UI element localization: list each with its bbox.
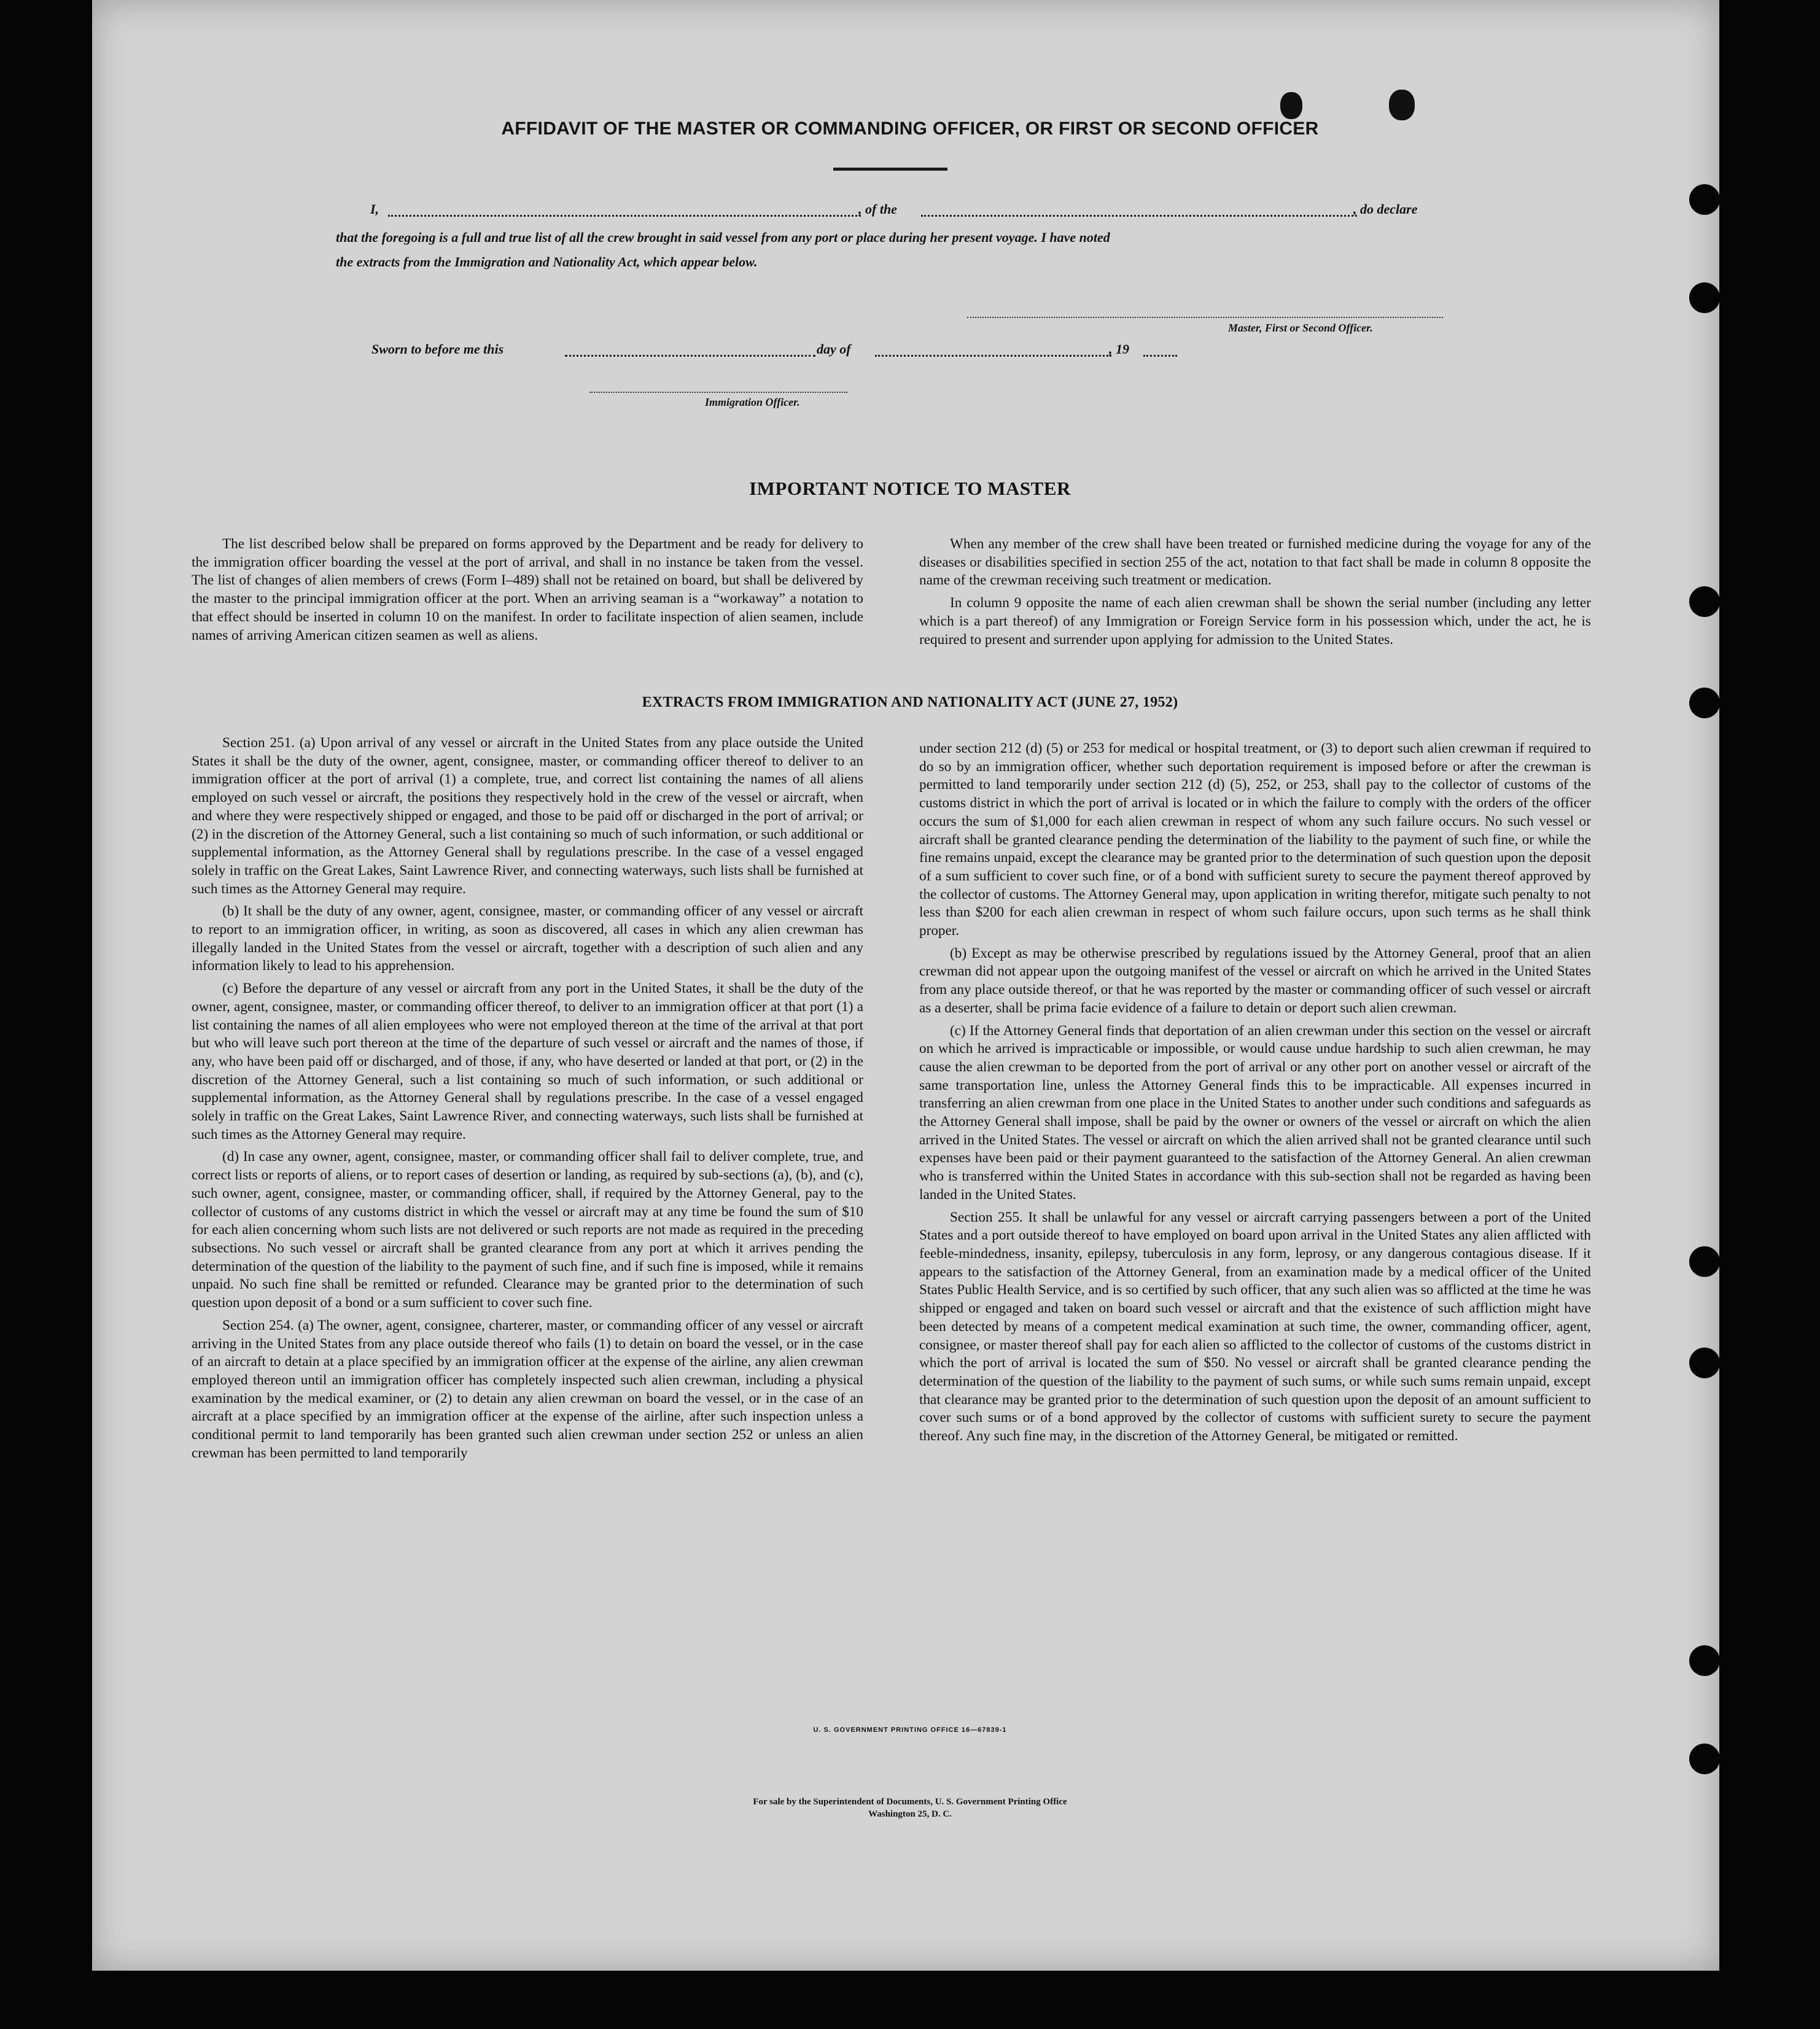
notice-title: IMPORTANT NOTICE TO MASTER [749, 478, 1071, 499]
line1-i-label: I, [370, 201, 379, 217]
act-paragraph: Section 255. It shall be unlawful for any vessel or aircraft carrying passengers between a port of the United States and a port outside thereof to have employed on board upon arrival in the United States any alien afflicted with feeble-mindedness, insanity, epilepsy, tuberculosis in any form, leprosy, or any dangerous contagious disease. If it appears to the satisfaction of the Attorney General, from an examination made by a medical officer of the United States Public Health Service, and is so certified by such officer, that any such alien was so afflicted at the time he was shipped or engaged and taken on board such vessel or aircraft and that the existence of such affliction might have been detected by means of a competent medical examination at such time, the owner, commanding officer, agent, consignee, or master thereof shall pay for each alien so afflicted to the collector of customs of the customs district in which the port of arrival is located the sum of $50. No vessel or aircraft shall be granted clearance pending the determination of the question of the liability to the payment of such sums, or while such sums remain unpaid, except that clearance may be granted prior to the determination of such question upon the deposit of an amount sufficient to cover such sums or of a bond approved by the collector of customs with sufficient surety to secure the payment thereof. Any such fine may, in the discretion of the Attorney General, be mitigated or remitted. [919, 1209, 1591, 1445]
vessel-field[interactable] [921, 215, 1357, 217]
line1-declare-label: , do declare [1353, 201, 1418, 217]
act-paragraph: (b) Except as may be otherwise prescribed by regulations issued by the Attorney General, proof that an alien crewman did not appear upon the outgoing manifest of the vessel or aircraft on which he arrived in the United States from any place outside thereof, or that he was reported by the master or commanding officer of such vessel or aircraft as a deserter, shall be prima facie evidence of a failure to detain or deport such alien crewman. [919, 945, 1591, 1016]
act-paragraph: (c) Before the departure of any vessel or aircraft from any port in the United States, it shall be the duty of the owner, agent, consignee, master, or commanding officer thereof, to deliver to an immigration officer at that port (1) a list containing the names of all alien employees who were not employed thereon at the time of the arrival at that port but who will leave such port thereon at the time of the departure of such vessel or aircraft and the names of those, if any, who have been paid off or discharged, and of those, if any, who have deserted or landed at that port, or (2) in the discretion of the Attorney General, such a list containing so much of such information, or such additional or supplemental information, as the Attorney General shall by regulations prescribe. In the case of a vessel engaged solely in traffic on the Great Lakes, Saint Lawrence River, and connecting waterways, such lists shall be furnished at such times as the Attorney General may require. [192, 980, 863, 1143]
act-left-column [192, 734, 863, 1467]
ink-blot [1389, 90, 1415, 120]
sworn-month-field[interactable] [875, 355, 1111, 357]
binder-hole [1689, 282, 1720, 313]
act-paragraph: Section 254. (a) The owner, agent, consignee, charterer, master, or commanding officer of any vessel or aircraft arriving in the United States from any place outside thereof who fails (1) to detain on board the vessel, or in the case of an aircraft to detain at a place specified by an immigration officer at the expense of the airline, any alien crewman employed thereon until an immigration officer has completely inspected such alien crewman, including a physical examination by the medical examiner, or (2) to detain any alien crewman on board the vessel, or in the case of an aircraft at a place specified by an immigration officer at the expense of the airline, after such inspection unless a conditional permit to land temporarily has been granted such alien crewman under section 252 or unless an alien crewman has been permitted to land temporarily [192, 1317, 863, 1461]
day-of-label: day of [817, 341, 851, 357]
title-rule [833, 168, 947, 171]
act-paragraph: Section 251. (a) Upon arrival of any vessel or aircraft in the United States from any place outside the United States it shall be the duty of the owner, agent, consignee, master, or commanding officer thereof to deliver to an immigration officer at the port of arrival (1) a complete, true, and correct list containing the names of all aliens employed on such vessel or aircraft, the positions they respectively hold in the crew of the vessel or aircraft, when and where they were respectively shipped or engaged, and those to be paid off or discharged in the port of arrival; or (2) in the discretion of the Attorney General, such a list containing so much of such information, or such additional or supplemental information, as the Attorney General shall by regulations prescribe. In the case of a vessel engaged solely in traffic on the Great Lakes, Saint Lawrence River, and connecting waterways, such lists shall be furnished at such times as the Attorney General may require. [192, 735, 863, 897]
notice-left-paragraph: The list described below shall be prepared on forms approved by the Department and be ready for delivery to the immigration officer boarding the vessel at the port of arrival, and shall in no instance be taken from the vessel. The list of changes of alien members of crews (Form I–489) shall not be retained on board, but shall be delivered by the master to the principal immigration officer at the port. When an arriving seaman is a “workaway” a notation to that effect should be inserted in column 10 on the manifest. In order to facilitate inspection of alien seamen, include names of arriving American citizen seamen as well as aliens. [192, 536, 863, 643]
act-paragraph: (b) It shall be the duty of any owner, agent, consignee, master, or commanding officer of any vessel or aircraft to report to an immigration officer, in writing, as soon as discovered, all cases in which any alien crewman has illegally landed in the United States from the vessel or aircraft, together with a description of such alien and any information likely to lead to his apprehension. [192, 903, 863, 974]
notice-right-paragraph-1: When any member of the crew shall have been treated or furnished medicine during the voyage for any of the diseases or disabilities specified in section 255 of the act, notation to that fact shall be made in column 8 opposite the name of the crewman receiving such treatment or medication. [919, 536, 1591, 589]
sworn-year-field[interactable] [1143, 355, 1177, 357]
ink-blot [1280, 92, 1302, 119]
act-paragraph: (d) In case any owner, agent, consignee, master, or commanding officer shall fail to deliver complete, true, and correct lists or reports of aliens, or to report cases of desertion or landing, as required by sub-sections (a), (b), and (c), such owner, agent, consignee, master, or commanding officer, shall, if required by the Attorney General, pay to the collector of customs of any customs district in which the vessel or aircraft may at any time be found the sum of $10 for each alien concerning whom such lists are not delivered or such reports are not made as required in the preceding subsections. No such vessel or aircraft shall be granted clearance from any port at which it arrives pending the determination of the question of the liability to the payment of such fine, and if such fine is imposed, while it remains unpaid. No such fine shall be remitted or refunded. Clearance may be granted prior to the determination of such question upon deposit of a bond or a sum sufficient to cover such fine. [192, 1149, 863, 1311]
act-extracts-title: EXTRACTS FROM IMMIGRATION AND NATIONALITY ACT (JUNE 27, 1952) [642, 694, 1178, 710]
binder-hole [1689, 1645, 1720, 1676]
binder-hole [1689, 1744, 1720, 1774]
binder-hole [1689, 184, 1720, 215]
master-label: Master, First or Second Officer. [1228, 322, 1373, 334]
act-paragraph: under section 212 (d) (5) or 253 for medical or hospital treatment, or (3) to deport such alien crewman if required to do so by an immigration officer, whether such deportation requirement is imposed before or after the crewman is permitted to land temporarily under section 212 (d) (5), 252, or 253, shall pay to the collector of customs of the customs district in which the port of arrival is located or in which the failure to comply with the orders of the officer occurs the sum of $1,000 for each alien crewman in respect of whom any such failure occurs. No such vessel or aircraft shall be granted clearance pending the determination of the liability to the payment of such fine, or while the fine remains unpaid, except the clearance may be granted prior to the determination of such question upon the deposit of a sum sufficient to cover such fine, or of a bond with sufficient surety to secure the payment thereof approved by the collector of customs. The Attorney General may, upon application in writing therefor, mitigate such penalty to not less than $200 for each alien crewman in respect of whom such failure occurs, upon such terms as he shall think proper. [919, 740, 1591, 939]
affidavit-title: AFFIDAVIT OF THE MASTER OR COMMANDING OFFICER, OR FIRST OR SECOND OFFICER [501, 118, 1319, 139]
sale-line-2: Washington 25, D. C. [868, 1809, 952, 1819]
sworn-label: Sworn to before me this [371, 341, 504, 357]
immigration-officer-label: Immigration Officer. [705, 396, 800, 408]
binder-hole [1689, 1246, 1720, 1277]
printing-office-line: U. S. GOVERNMENT PRINTING OFFICE 16—67839-1 [813, 1726, 1007, 1734]
declaration-line-1: that the foregoing is a full and true list of all the crew brought in said vessel from any port or place during her present voyage. I have noted [336, 230, 1110, 245]
binder-hole [1689, 586, 1720, 617]
notice-right-column [919, 535, 1591, 653]
line1-of-the-label: , of the [858, 201, 897, 217]
notice-left-column [192, 535, 863, 649]
year-prefix-label: , 19 [1109, 341, 1129, 357]
master-signature-field[interactable] [967, 317, 1443, 318]
notice-right-paragraph-2: In column 9 opposite the name of each alien crewman shall be shown the serial number (including any letter which is a part thereof) of any Immigration or Foreign Service form in his possession which, under the act, he is required to present and surrender upon applying for admission to the United States. [919, 595, 1591, 648]
name-field[interactable] [388, 215, 861, 217]
act-right-column [919, 740, 1591, 1450]
sale-line-1: For sale by the Superintendent of Documents, U. S. Government Printing Office [753, 1797, 1067, 1807]
act-paragraph: (c) If the Attorney General finds that deportation of an alien crewman under this section on the vessel or aircraft on which he arrived is impracticable or impossible, or would cause undue hardship to such alien crewman, he may cause the alien crewman to be deported from the port of arrival or any other port on another vessel or aircraft of the same transportation line, unless the Attorney General finds this to be impracticable. All expenses incurred in transferring an alien crewman from one place in the United States to another under such conditions and safeguards as the Attorney General shall impose, shall be paid by the owner or owners of the vessel or aircraft on which the alien arrived in the United States. The vessel or aircraft on which the alien arrived shall not be granted clearance until such expenses have been paid or their payment guaranteed to the satisfaction of the Attorney General. An alien crewman who is transferred within the United States in accordance with this sub-section shall not be regarded as having been landed in the United States. [919, 1022, 1591, 1203]
declaration-line-2: the extracts from the Immigration and Nationality Act, which appear below. [336, 254, 758, 270]
sworn-day-field[interactable] [565, 355, 815, 357]
immigration-officer-signature-field[interactable] [589, 392, 847, 393]
binder-hole [1689, 1348, 1720, 1378]
